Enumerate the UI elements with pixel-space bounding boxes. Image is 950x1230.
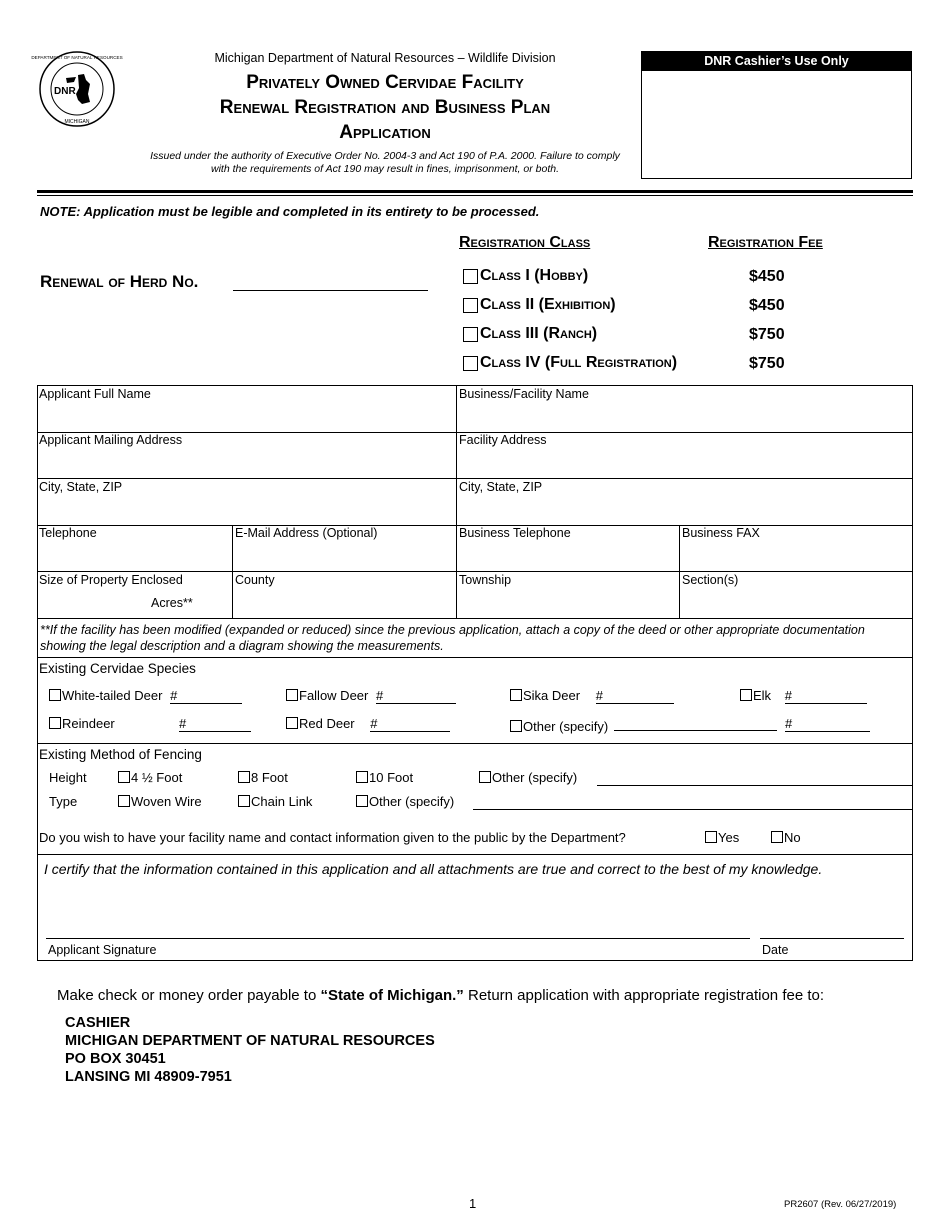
- authority-line-2: with the requirements of Act 190 may result in fines, imprisonment, or both.: [210, 163, 560, 175]
- checkbox[interactable]: [356, 795, 368, 807]
- species-heading: Existing Cervidae Species: [39, 661, 196, 676]
- other-height-input[interactable]: [597, 785, 913, 786]
- hash-label: #: [375, 688, 384, 703]
- species-white-tailed-deer[interactable]: [49, 688, 242, 704]
- checkbox[interactable]: [49, 689, 61, 701]
- option-label: Other (specify): [523, 719, 609, 734]
- species-other[interactable]: [510, 716, 777, 734]
- checkbox[interactable]: [771, 831, 783, 843]
- renewal-herd-input[interactable]: [233, 290, 428, 291]
- hash-label: #: [170, 688, 178, 703]
- species-sika-deer[interactable]: [510, 688, 674, 704]
- count-line[interactable]: [785, 716, 870, 732]
- header-divider-thin: [37, 195, 913, 196]
- registration-class-header: Registration Class: [459, 234, 591, 251]
- class-label: Class II (Exhibition): [480, 296, 616, 313]
- row-divider: [37, 478, 913, 479]
- address-line: CASHIER: [65, 1015, 131, 1031]
- checkbox[interactable]: [463, 298, 478, 313]
- checkbox[interactable]: [510, 689, 522, 701]
- type-woven-wire[interactable]: [118, 794, 202, 809]
- header-divider: [37, 190, 913, 193]
- checkbox[interactable]: [463, 356, 478, 371]
- column-divider: [456, 385, 457, 618]
- option-label: Chain Link: [251, 794, 313, 809]
- option-label: Fallow Deer: [299, 688, 369, 703]
- form-title: [160, 70, 610, 145]
- class-option-4[interactable]: [463, 354, 677, 372]
- column-divider: [232, 525, 233, 618]
- svg-text:MICHIGAN: MICHIGAN: [64, 119, 90, 125]
- class-label: Class III (Ranch): [480, 325, 598, 342]
- authority-line-1: Issued under the authority of Executive Order No. 2004-3 and Act 190 of P.A. 2000. Failure to comply: [150, 150, 620, 162]
- species-fallow-deer[interactable]: [286, 688, 456, 704]
- option-label: 10 Foot: [369, 770, 414, 785]
- option-label: 8 Foot: [251, 770, 288, 785]
- cashier-use-box: [641, 51, 912, 179]
- height-4-5-foot[interactable]: [118, 770, 182, 785]
- facility-city-field[interactable]: City, State, ZIP: [459, 480, 543, 494]
- option-label: Sika Deer: [523, 688, 581, 703]
- checkbox[interactable]: [479, 771, 491, 783]
- species-elk[interactable]: [740, 688, 867, 704]
- title-line-1: Privately Owned Cervidae Facility: [246, 72, 524, 93]
- title-line-3: Application: [339, 122, 431, 143]
- fence-height-label: Height: [49, 770, 87, 785]
- sections-field[interactable]: Section(s): [682, 573, 739, 587]
- type-chain-link[interactable]: [238, 794, 312, 809]
- row-divider: [37, 743, 913, 744]
- legibility-note: NOTE: Application must be legible and completed in its entirety to be processed.: [40, 204, 540, 219]
- species-red-deer[interactable]: [286, 716, 450, 732]
- dnr-seal-logo: [31, 50, 123, 128]
- signature-input[interactable]: [46, 938, 750, 939]
- renewal-herd-label: Renewal of Herd No.: [40, 272, 199, 291]
- checkbox[interactable]: [286, 689, 298, 701]
- option-label: Yes: [718, 830, 740, 845]
- height-other[interactable]: [479, 770, 577, 785]
- class-label: Class IV (Full Registration): [480, 354, 678, 371]
- column-divider: [679, 525, 680, 618]
- disclosure-question: Do you wish to have your facility name and contact information given to the public by the Department?: [39, 830, 626, 845]
- class-option-2[interactable]: [463, 296, 616, 314]
- payment-suffix: Return application with appropriate registration fee to:: [463, 987, 825, 1004]
- row-divider: [37, 618, 913, 619]
- business-name-field[interactable]: Business/Facility Name: [459, 387, 589, 401]
- property-size-field[interactable]: Size of Property Enclosed: [39, 573, 183, 587]
- type-other[interactable]: [356, 794, 454, 809]
- registration-fee-header: Registration Fee: [708, 234, 823, 251]
- height-10-foot[interactable]: [356, 770, 413, 785]
- mailing-address-block: [65, 1014, 435, 1086]
- date-input[interactable]: [760, 938, 904, 939]
- reindeer-count-input[interactable]: [179, 716, 251, 732]
- checkbox[interactable]: [705, 831, 717, 843]
- facility-address-field[interactable]: Facility Address: [459, 433, 547, 447]
- payment-instructions: [57, 987, 824, 1004]
- checkbox[interactable]: [118, 771, 130, 783]
- payment-payee: “State of Michigan.”: [320, 987, 464, 1004]
- form-id: PR2607 (Rev. 06/27/2019): [784, 1199, 897, 1210]
- class-label: Class I (Hobby): [480, 267, 589, 284]
- class-option-3[interactable]: [463, 325, 597, 343]
- row-divider: [37, 854, 913, 855]
- checkbox[interactable]: [238, 771, 250, 783]
- applicant-city-field[interactable]: City, State, ZIP: [39, 480, 123, 494]
- other-species-input[interactable]: [614, 716, 777, 731]
- modification-footnote: **If the facility has been modified (expanded or reduced) since the previous application, attach a copy of the deed or other appropriate documentation showing the legal description and a diagram showing the measurements.: [40, 623, 865, 653]
- checkbox[interactable]: [740, 689, 752, 701]
- signature-label: Applicant Signature: [48, 943, 157, 957]
- date-label: Date: [762, 943, 789, 957]
- agency-name: Michigan Department of Natural Resources – Wildlife Division: [214, 51, 556, 65]
- acres-unit-label: Acres**: [151, 596, 193, 610]
- title-line-2: Renewal Registration and Business Plan: [219, 97, 551, 118]
- option-label: Elk: [753, 688, 772, 703]
- checkbox[interactable]: [510, 720, 522, 732]
- checkbox[interactable]: [238, 795, 250, 807]
- disclosure-yes[interactable]: [705, 830, 739, 845]
- row-divider: [37, 657, 913, 658]
- svg-text:DNR: DNR: [54, 86, 76, 97]
- county-field[interactable]: County: [235, 573, 275, 587]
- option-label: Red Deer: [299, 716, 355, 731]
- checkbox[interactable]: [118, 795, 130, 807]
- address-line: MICHIGAN DEPARTMENT OF NATURAL RESOURCES: [65, 1033, 435, 1049]
- option-label: Reindeer: [62, 716, 115, 731]
- count-input[interactable]: [370, 716, 450, 732]
- hash-label: #: [179, 716, 187, 731]
- option-label: Woven Wire: [131, 794, 202, 809]
- business-telephone-field[interactable]: Business Telephone: [459, 526, 571, 540]
- count-input[interactable]: [376, 688, 456, 704]
- applicant-name-field[interactable]: Applicant Full Name: [39, 387, 151, 401]
- option-label: No: [784, 830, 801, 845]
- address-line: LANSING MI 48909-7951: [65, 1069, 232, 1085]
- disclosure-no[interactable]: [771, 830, 801, 845]
- class-fee-2: $450: [749, 297, 785, 314]
- count-line[interactable]: [179, 716, 251, 732]
- svg-text:DEPARTMENT OF NATURAL RESOURCE: DEPARTMENT OF NATURAL RESOURCES: [31, 55, 123, 60]
- other-type-input[interactable]: [473, 809, 913, 810]
- email-field[interactable]: E-Mail Address (Optional): [235, 526, 378, 540]
- species-reindeer[interactable]: [49, 716, 115, 731]
- mailing-address-field[interactable]: Applicant Mailing Address: [39, 433, 183, 447]
- option-label: 4 ½ Foot: [131, 770, 183, 785]
- certification-statement: I certify that the information contained in this application and all attachments are true and correct to the best of my knowledge.: [44, 861, 823, 877]
- class-fee-4: $750: [749, 355, 785, 372]
- business-fax-field[interactable]: Business FAX: [682, 526, 760, 540]
- cashier-use-label: DNR Cashier’s Use Only: [642, 52, 911, 71]
- count-input[interactable]: [785, 688, 867, 704]
- hash-label: #: [785, 716, 793, 731]
- checkbox[interactable]: [463, 327, 478, 342]
- checkbox[interactable]: [286, 717, 298, 729]
- authority-statement: [130, 150, 640, 176]
- checkbox[interactable]: [356, 771, 368, 783]
- option-label: White-tailed Deer: [62, 688, 163, 703]
- hash-label: #: [370, 716, 378, 731]
- page-number: 1: [469, 1196, 477, 1211]
- count-input[interactable]: [596, 688, 674, 704]
- class-fee-3: $750: [749, 326, 785, 343]
- checkbox[interactable]: [49, 717, 61, 729]
- option-label: Other (specify): [492, 770, 578, 785]
- other-count-input[interactable]: [785, 716, 870, 732]
- height-8-foot[interactable]: [238, 770, 288, 785]
- class-fee-1: $450: [749, 268, 785, 285]
- telephone-field[interactable]: Telephone: [39, 526, 97, 540]
- option-label: Other (specify): [369, 794, 455, 809]
- checkbox[interactable]: [463, 269, 478, 284]
- row-divider: [37, 571, 913, 572]
- count-input[interactable]: [170, 688, 242, 704]
- class-option-1[interactable]: [463, 267, 588, 285]
- hash-label: #: [595, 688, 603, 703]
- fence-type-label: Type: [49, 794, 78, 809]
- payment-prefix: Make check or money order payable to: [57, 987, 321, 1004]
- township-field[interactable]: Township: [459, 573, 512, 587]
- address-line: PO BOX 30451: [65, 1051, 166, 1067]
- hash-label: #: [784, 688, 792, 703]
- fencing-heading: Existing Method of Fencing: [39, 747, 202, 762]
